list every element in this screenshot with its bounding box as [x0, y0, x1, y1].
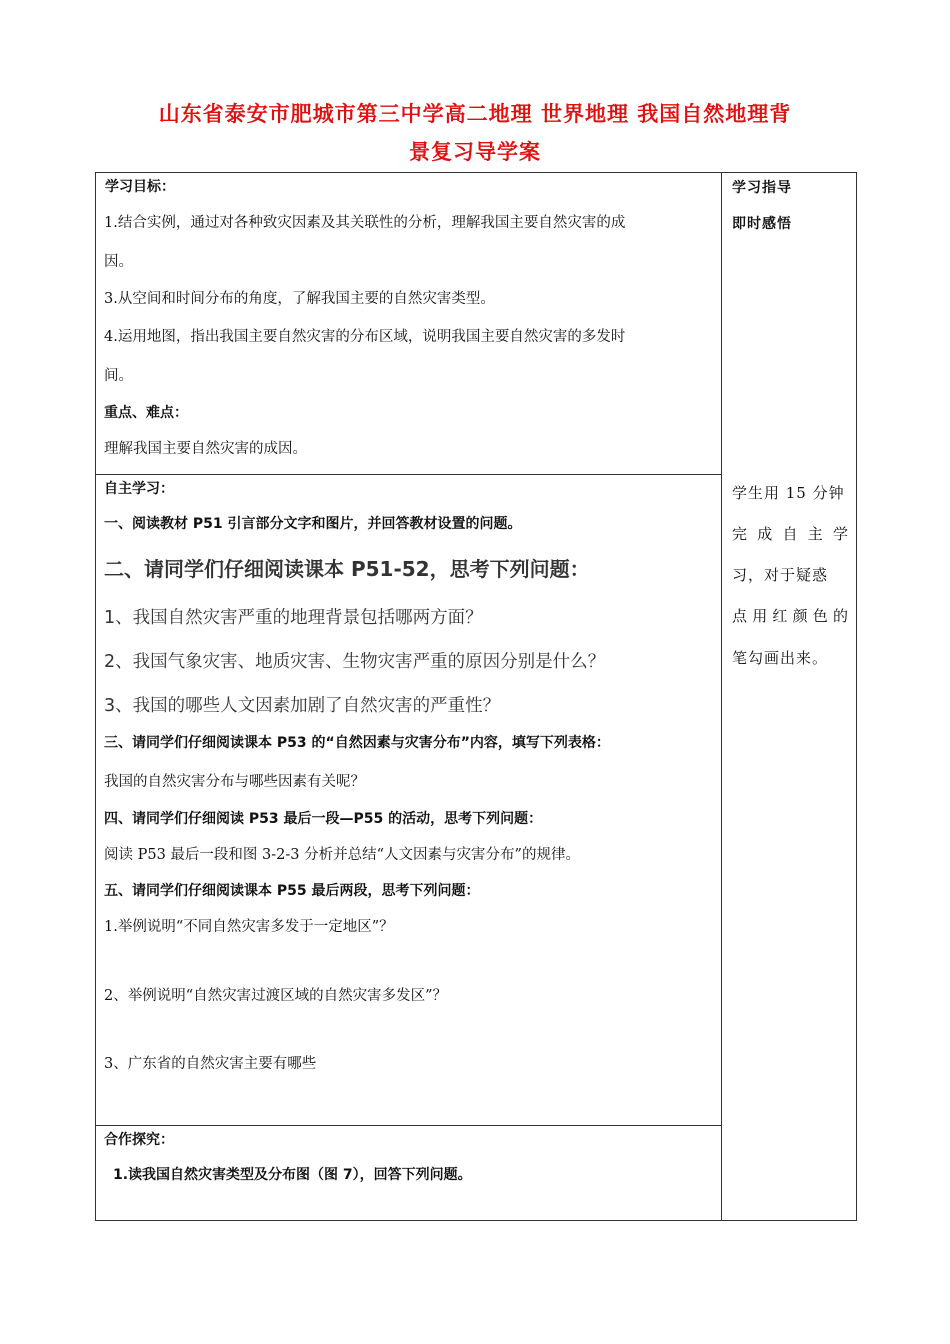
document-title-line1: 山东省泰安市肥城市第三中学高二地理 世界地理 我国自然地理背 — [158, 102, 792, 126]
side-note-line3: 习，对于疑惑 — [732, 566, 829, 584]
side-note-char: 完 — [732, 525, 748, 543]
side-note-char: 主 — [807, 525, 823, 543]
objective-1-line1: 1.结合实例，通过对各种致灾因素及其关联性的分析，理解我国主要自然灾害的成 — [104, 215, 626, 231]
self-study-part5-question-2: 2、举例说明“自然灾害过渡区域的自然灾害多发区”？ — [104, 988, 448, 1004]
document-title-line2: 景复习导学案 — [409, 140, 541, 164]
column-divider — [721, 172, 722, 1221]
self-study-part5-question-1: 1.举例说明“不同自然灾害多发于一定地区”？ — [104, 919, 394, 935]
self-study-part2: 二、请同学们仔细阅读课本 P51-52，思考下列问题： — [104, 557, 590, 581]
objective-4-line2: 间。 — [104, 368, 133, 384]
self-study-heading: 自主学习： — [104, 481, 174, 497]
self-study-question-3: 3、我国的哪些人文因素加剧了自然灾害的严重性？ — [104, 696, 501, 716]
side-note-char: 学 — [832, 525, 848, 543]
side-note-char: 红 — [772, 607, 788, 625]
self-study-part1: 一、阅读教材 P51 引言部分文字和图片，并回答教材设置的问题。 — [104, 516, 522, 532]
side-note-line1: 学生用 15 分钟 — [732, 484, 845, 502]
key-points-text: 理解我国主要自然灾害的成因。 — [104, 441, 307, 457]
side-note-line5: 笔勾画出来。 — [732, 649, 829, 667]
side-heading-guidance: 学习指导 — [732, 180, 792, 196]
self-study-part3: 三、请同学们仔细阅读课本 P53 的“自然因素与灾害分布”内容，填写下列表格： — [104, 735, 610, 751]
side-note-char: 用 — [752, 607, 768, 625]
objective-3: 3.从空间和时间分布的角度，了解我国主要的自然灾害类型。 — [104, 291, 495, 307]
self-study-part4: 四、请同学们仔细阅读 P53 最后一段—P55 的活动，思考下列问题： — [104, 811, 543, 827]
self-study-part5-question-3: 3、广东省的自然灾害主要有哪些 — [104, 1056, 317, 1072]
cooperation-item-1: 1.读我国自然灾害类型及分布图（图 7），回答下列问题。 — [113, 1167, 472, 1183]
side-note-char: 点 — [732, 607, 748, 625]
side-note-char: 自 — [782, 525, 798, 543]
self-study-part3-question: 我国的自然灾害分布与哪些因素有关呢？ — [104, 774, 365, 790]
side-note-line4 — [732, 605, 848, 626]
objective-1-line2: 因。 — [104, 254, 133, 270]
self-study-part4-question: 阅读 P53 最后一段和图 3-2-3 分析并总结“人文因素与灾害分布”的规律。 — [104, 847, 580, 863]
row-divider-self-study — [95, 1125, 722, 1126]
side-heading-reflection: 即时感悟 — [732, 216, 792, 232]
side-note-char: 的 — [832, 607, 848, 625]
side-note-char: 成 — [757, 525, 773, 543]
key-points-heading: 重点、难点： — [104, 405, 188, 421]
cooperation-heading: 合作探究： — [104, 1132, 174, 1148]
objective-4-line1: 4.运用地图，指出我国主要自然灾害的分布区域，说明我国主要自然灾害的多发时 — [104, 329, 626, 345]
objectives-heading: 学习目标： — [105, 179, 175, 195]
self-study-part5: 五、请同学们仔细阅读课本 P55 最后两段，思考下列问题： — [104, 883, 480, 899]
self-study-question-1: 1、我国自然灾害严重的地理背景包括哪两方面？ — [104, 608, 483, 628]
side-note-char: 颜 — [792, 607, 808, 625]
side-note-line2 — [732, 523, 848, 544]
self-study-question-2: 2、我国气象灾害、地质灾害、生物灾害严重的原因分别是什么？ — [104, 652, 606, 672]
side-note-char: 色 — [812, 607, 828, 625]
row-divider-objectives — [95, 474, 722, 475]
